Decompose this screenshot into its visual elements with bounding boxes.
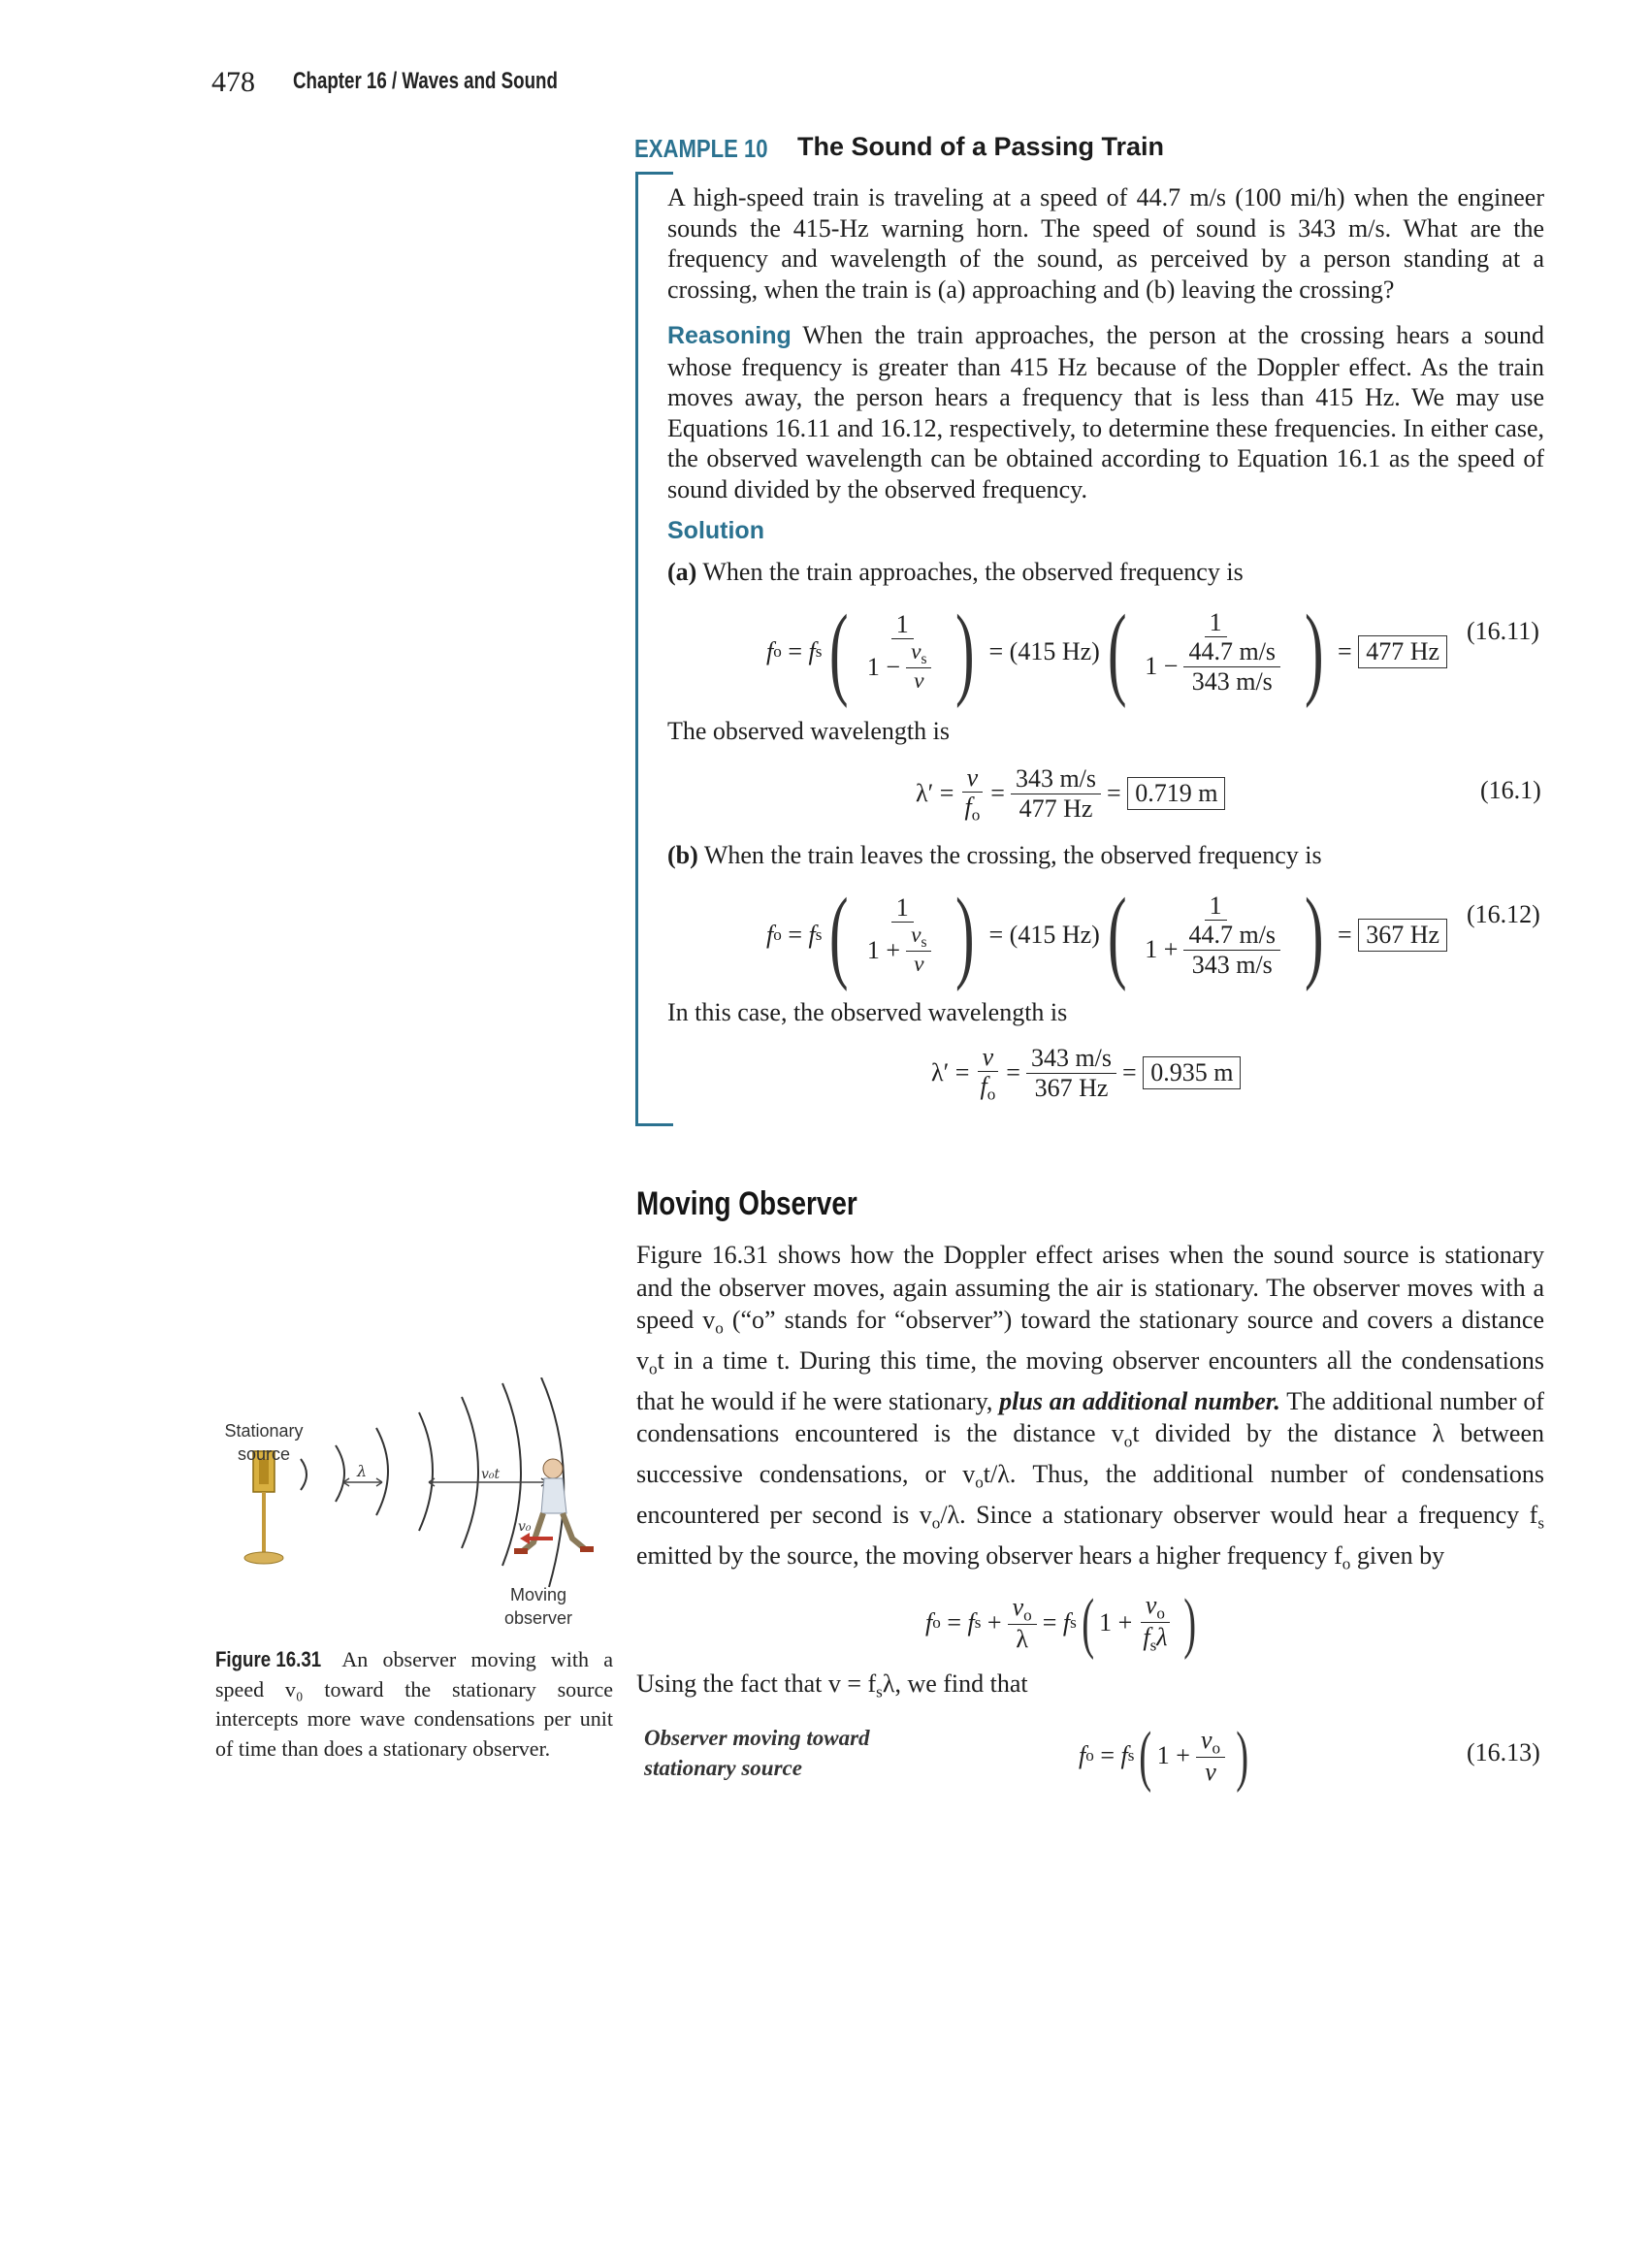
emphasis-text: plus an additional number. <box>999 1386 1280 1415</box>
equation-number-16-13: (16.13) <box>1467 1738 1540 1766</box>
example-label: EXAMPLE 10 <box>634 134 768 163</box>
lambda-label: λ <box>357 1462 368 1480</box>
section-body: Figure 16.31 shows how the Doppler effect arises when the sound source is stationary and the observer moves, again assuming the air is stationary. The observer moves with a speed $v_o$ (“o” stands for “observer”) toward the stationary source and covers a distance $v_ot$ in a time t. During this time, the moving observer encounters all the condensations that he would if he were stationary, plus an additional number. The additional number of condensations encountered is the distance $v_ot$ divided by the distance λ between successive condensations, or $v_ot/\lambda$. Thus, the additional number of condensations encountered per second is $v_o/\lambda$. Since a stationary observer would hear a frequency $f_s$ emitted by the source, the moving observer hears a higher frequency $f_o$ given by <box>636 1241 1545 1573</box>
equation-16-12: f o = f s ( 1 1 + $\frac{v_s}{v}$ ) = (415 Hz) ( 1 1 + $\frac{44.7 m/s}{343 m/s}$ ) = 367 Hz <box>766 877 1447 993</box>
part-b-tag: (b) <box>667 841 698 869</box>
part-a-description: When the train approaches, the observed frequency is <box>702 558 1244 586</box>
answer-367-hz: 367 Hz <box>1358 919 1447 953</box>
equation-number-16-1: (16.1) <box>1480 776 1541 804</box>
answer-477-hz: 477 Hz <box>1358 635 1447 669</box>
part-b-description: When the train leaves the crossing, the observed frequency is <box>703 841 1322 869</box>
solution-label: Solution <box>667 517 764 544</box>
equation-number-16-11: (16.11) <box>1467 617 1539 645</box>
equation-number-16-12: (16.12) <box>1467 900 1540 928</box>
reasoning-text: When the train approaches, the person at the crossing hears a sound whose frequency is greater than 415 Hz because of the Doppler effect. As the train moves away, the person hears a frequency that is less than 415 Hz. We may use Equations 16.11 and 16.12, respectively, to determine these frequencies. In either case, the observed wavelength can be obtained according to Equation 16.1 as the speed of sound divided by the observed frequency. <box>667 321 1545 503</box>
equation-16-11: f o = f s ( 1 1 − $\frac{v_s}{v}$ ) = (415 Hz) ( 1 1 − $\frac{44.7 m/s}{343 m/s}$ ) = 477 Hz <box>766 594 1447 710</box>
figure-label-source: Stationary source <box>224 1421 304 1464</box>
figure-caption-label: Figure 16.31 <box>215 1647 322 1671</box>
figure-caption-text: An observer moving with a speed v₀ toward the stationary source intercepts more wave condensations per unit of time than does a stationary observer. <box>215 1647 614 1761</box>
wavelength-intro-b: In this case, the observed wavelength is <box>667 998 1068 1026</box>
wavelength-intro-a: The observed wavelength is <box>667 717 950 745</box>
margin-note: Observer moving toward stationary source <box>644 1726 870 1780</box>
figure-label-observer: Moving observer <box>503 1585 573 1628</box>
page-number: 478 <box>211 66 255 98</box>
part-a-tag: (a) <box>667 558 697 586</box>
equation-wavelength-b: λ′ = $\frac{v}{f_o}$ = $\frac{343 m/s}{367 Hz}$ = 0.935 m <box>931 1034 1241 1112</box>
vot-label: v₀t <box>481 1467 501 1482</box>
reasoning-label: Reasoning <box>667 322 792 349</box>
using-fact-text: Using the fact that $v = f_s\lambda$, we find that <box>636 1669 1028 1701</box>
reasoning-paragraph <box>667 320 1544 504</box>
example-bracket <box>635 172 673 1126</box>
running-title: Chapter 16 / Waves and Sound <box>293 68 558 94</box>
example-title: The Sound of a Passing Train <box>797 132 1165 161</box>
figure-caption <box>215 1645 613 1764</box>
vo-label: v₀ <box>518 1519 532 1535</box>
answer-0719-m: 0.719 m <box>1127 777 1225 811</box>
part-b-text <box>667 840 1544 871</box>
equation-derivation: f o = f s + $\frac{v_o}{\lambda}$ = f s ( 1 + $\frac{v_o}{f_s\lambda}$ ) <box>925 1579 1201 1667</box>
equation-16-13: f o = f s ( 1 + $\frac{v_o}{v}$ ) <box>1079 1717 1253 1795</box>
problem-statement: A high-speed train is traveling at a speed of 44.7 m/s (100 mi/h) when the engineer sounds the 415-Hz warning horn. The speed of sound is 343 m/s. What are the frequency and wavelength of the sound, as perceived by a person standing at a crossing, when the train is (a) approaching and (b) leaving the crossing? <box>667 183 1544 304</box>
part-a-text <box>667 557 1544 588</box>
section-heading: Moving Observer <box>636 1185 857 1222</box>
answer-0935-m: 0.935 m <box>1143 1056 1241 1090</box>
equation-16-1: λ′ = $\frac{v}{f_o}$ = $\frac{343 m/s}{477 Hz}$ = 0.719 m <box>916 755 1225 832</box>
